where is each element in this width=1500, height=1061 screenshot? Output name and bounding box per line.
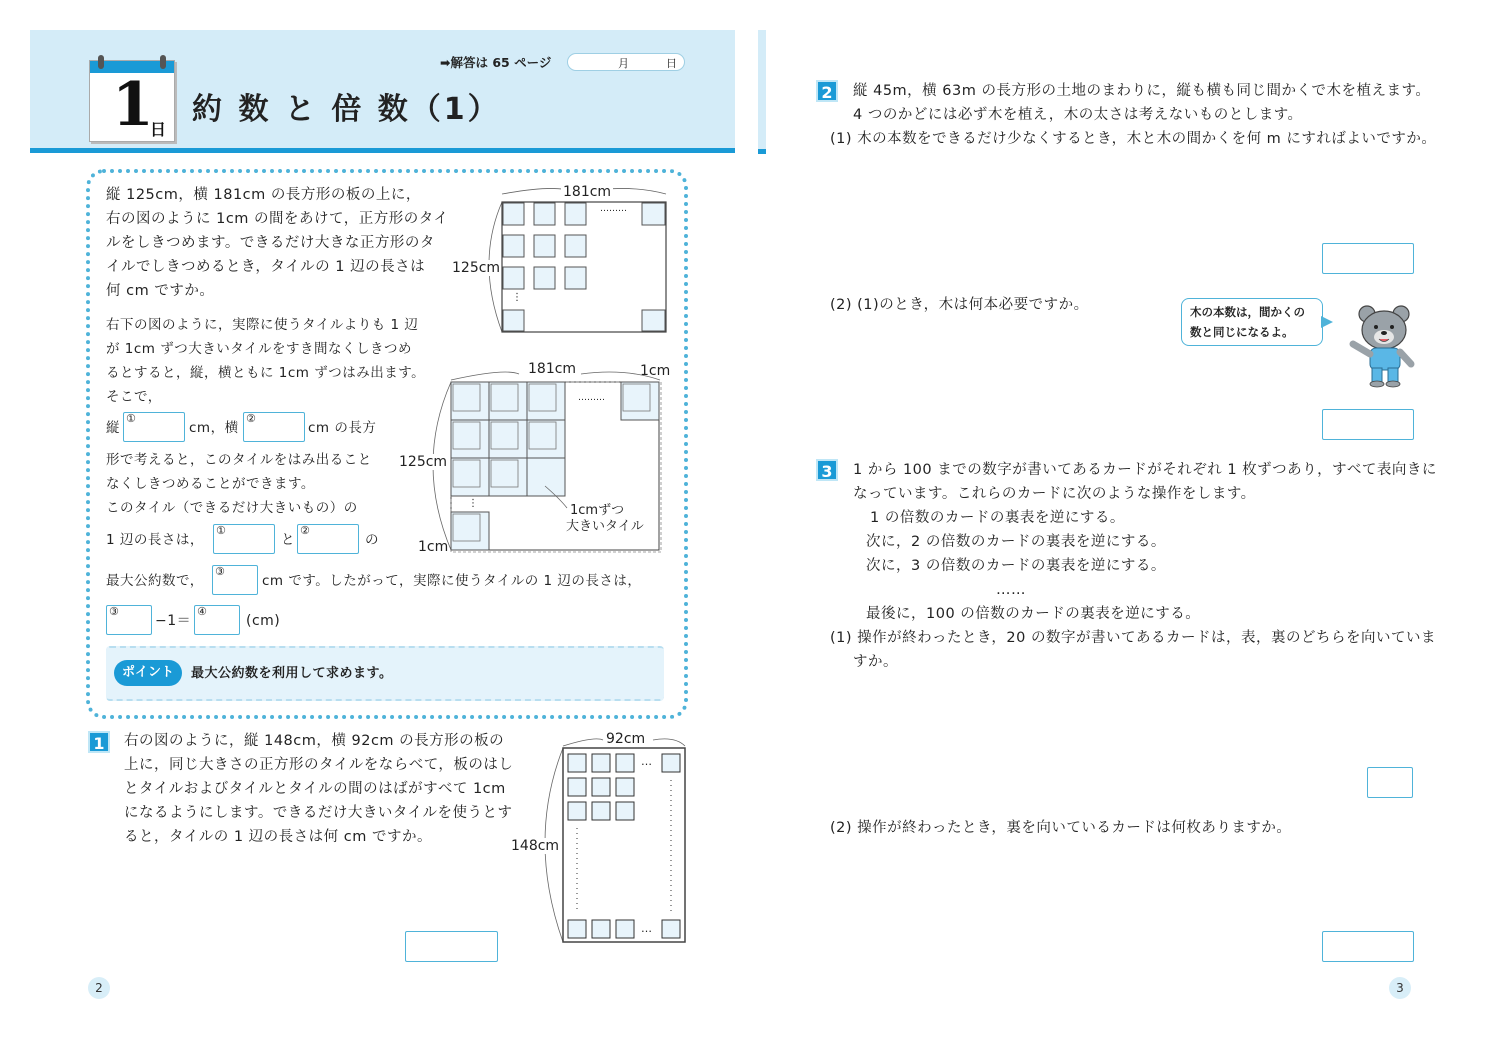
example-line-5: 何 cm ですか。 <box>106 283 215 299</box>
blank-1[interactable] <box>123 412 185 442</box>
fig1-side-label: 125cm <box>452 260 501 276</box>
q1-fig-dots-top: … <box>641 755 652 768</box>
example-line-2: 右の図のように 1cm の間をあけて，正方形のタイ <box>106 211 449 227</box>
explain-line-f1: 最大公約数で， <box>106 573 204 589</box>
date-field[interactable] <box>567 53 685 71</box>
fig2-vdots: ⋮ <box>468 498 478 509</box>
explain-line-g1: −1＝ <box>155 613 192 629</box>
q1-line-4: になるようにします。できるだけ大きいタイルを使うとす <box>124 805 513 821</box>
explain-line-d: このタイル（できるだけ大きいもの）の <box>106 500 358 516</box>
answer-reference: ➡解答は 65 ページ <box>440 55 552 70</box>
blank-2[interactable] <box>243 412 305 442</box>
fig1-top-label: 181cm <box>563 184 612 200</box>
circle-1: ① <box>126 412 136 425</box>
q2-sub-1: (1) 木の本数をできるだけ少なくするとき，木と木の間かくを何 m にすればよいですか。 <box>830 131 1437 147</box>
q1-line-1: 右の図のように，縦 148cm，横 92cm の長方形の板の <box>124 733 505 749</box>
circle-4: ④ <box>197 605 207 618</box>
fig2-bottom-label: 1cm <box>418 539 449 555</box>
page-title: 約 数 と 倍 数（1） <box>192 92 501 127</box>
explain-line-c: なくしきつめることができます。 <box>106 476 315 492</box>
circle-3: ③ <box>215 565 225 578</box>
explain-line-2: が 1cm ずつ大きいタイルをすき間なくしきつめ <box>106 341 412 357</box>
q3-line-2: なっています。これらのカードに次のような操作をします。 <box>853 486 1256 502</box>
q3-op-5: 最後に，100 の倍数のカードの裏表を逆にする。 <box>866 606 1201 622</box>
q2-line-1: 縦 45m，横 63m の長方形の土地のまわりに，縦も横も同じ間かくで木を植えます。 <box>853 83 1431 99</box>
page-number-left: 2 <box>88 977 110 999</box>
circle-2: ② <box>246 412 256 425</box>
q2-sub-2: (2) (1)のとき，木は何本必要ですか。 <box>830 297 1089 313</box>
q3-line-1: 1 から 100 までの数字が書いてあるカードがそれぞれ 1 枚ずつあり，すべて表向きに <box>853 462 1437 478</box>
circle-2b: ② <box>300 524 310 537</box>
calendar-day-icon <box>89 60 175 142</box>
q1-answer-box[interactable] <box>405 931 498 962</box>
fig1-dots: ……… <box>600 204 627 214</box>
example-line-3: ルをしきつめます。できるだけ大きな正方形のタ <box>106 235 435 251</box>
explain-line-b: 形で考えると，このタイルをはみ出ること <box>106 452 372 468</box>
example-line-4: イルでしきつめるとき，タイルの 1 辺の長さは <box>106 259 426 275</box>
q1-fig-top-label: 92cm <box>606 731 646 747</box>
blank-1b[interactable] <box>213 524 275 554</box>
q3-sub-2: (2) 操作が終わったとき，裏を向いているカードは何枚ありますか。 <box>830 820 1292 836</box>
q2-2-answer-box[interactable] <box>1322 409 1414 440</box>
q3-op-4: …… <box>996 582 1026 598</box>
fig2-dots: ……… <box>578 393 605 403</box>
hint-line-2: 数と同じになるよ。 <box>1190 325 1294 339</box>
explain-line-e3: の <box>365 532 379 548</box>
question-2-number: 2 <box>816 80 838 102</box>
explain-line-f2: cm です。したがって，実際に使うタイルの 1 辺の長さは， <box>262 573 642 589</box>
q1-line-3: とタイルおよびタイルとタイルの間のはばがすべて 1cm <box>124 781 506 797</box>
explain-line-e1: 1 辺の長さは， <box>106 532 204 548</box>
q3-op-2: 次に，2 の倍数のカードの裏表を逆にする。 <box>866 534 1166 550</box>
right-page-edge <box>758 30 766 154</box>
circle-1b: ① <box>216 524 226 537</box>
blank-2b[interactable] <box>297 524 359 554</box>
question-3-number: 3 <box>816 459 838 481</box>
example-line-1: 縦 125cm，横 181cm の長方形の板の上に， <box>106 187 421 203</box>
q1-fig-dots-bottom: … <box>641 922 652 935</box>
day-number: 1 <box>112 70 154 140</box>
q2-line-2: 4 つのかどには必ず木を植え，木の太さは考えないものとします。 <box>853 107 1303 123</box>
explain-line-4: そこで， <box>106 389 162 405</box>
q3-sub-1b: すか。 <box>853 654 898 670</box>
q3-op-3: 次に，3 の倍数のカードの裏表を逆にする。 <box>866 558 1166 574</box>
fig2-note-2: 大きいタイル <box>566 519 644 534</box>
page-number-right: 3 <box>1389 977 1411 999</box>
day-unit: 日 <box>150 120 167 139</box>
hint-bubble <box>1181 298 1323 346</box>
explain-line-e2: と <box>281 532 295 548</box>
q1-line-2: 上に，同じ大きさの正方形のタイルをならべて，板のはし <box>124 757 514 773</box>
label-tate: 縦 <box>106 420 120 436</box>
bear-mascot-icon <box>1345 302 1420 388</box>
hint-bubble-tail <box>1321 316 1333 328</box>
q1-fig-side-label: 148cm <box>511 838 560 854</box>
q3-1-answer-box[interactable] <box>1367 767 1413 798</box>
label-cm-choho: cm の長方 <box>308 420 377 436</box>
fig1-vdots: ⋮ <box>512 292 522 303</box>
month-label: 月 <box>618 57 629 70</box>
point-text: 最大公約数を利用して求めます。 <box>191 666 393 681</box>
q1-line-5: ると，タイルの 1 辺の長さは何 cm ですか。 <box>124 829 432 845</box>
q3-op-1: 1 の倍数のカードの裏表を逆にする。 <box>870 510 1125 526</box>
label-cm-yoko: cm，横 <box>189 420 239 436</box>
explain-line-g2: (cm) <box>246 613 281 629</box>
blank-4[interactable] <box>194 605 240 635</box>
fig2-top-label: 181cm <box>528 361 577 377</box>
point-badge: ポイント <box>114 660 182 686</box>
q3-sub-1a: (1) 操作が終わったとき，20 の数字が書いてあるカードは，表，裏のどちらを向いていま <box>830 630 1436 646</box>
blank-3b[interactable] <box>106 605 152 635</box>
fig2-note-1: 1cmずつ <box>570 503 625 518</box>
blank-3[interactable] <box>212 565 258 595</box>
day-label: 日 <box>666 57 677 70</box>
circle-3b: ③ <box>109 605 119 618</box>
hint-line-1: 木の本数は，間かくの <box>1190 305 1305 319</box>
q2-1-answer-box[interactable] <box>1322 243 1414 274</box>
question-1-number: 1 <box>88 731 110 753</box>
fig2-right-label: 1cm <box>640 363 671 379</box>
explain-line-3: るとすると，縦，横ともに 1cm ずつはみ出ます。 <box>106 365 426 381</box>
fig2-side-label: 125cm <box>399 454 448 470</box>
explain-line-1: 右下の図のように，実際に使うタイルよりも 1 辺 <box>106 317 419 333</box>
header-underline <box>30 148 735 153</box>
q3-2-answer-box[interactable] <box>1322 931 1414 962</box>
